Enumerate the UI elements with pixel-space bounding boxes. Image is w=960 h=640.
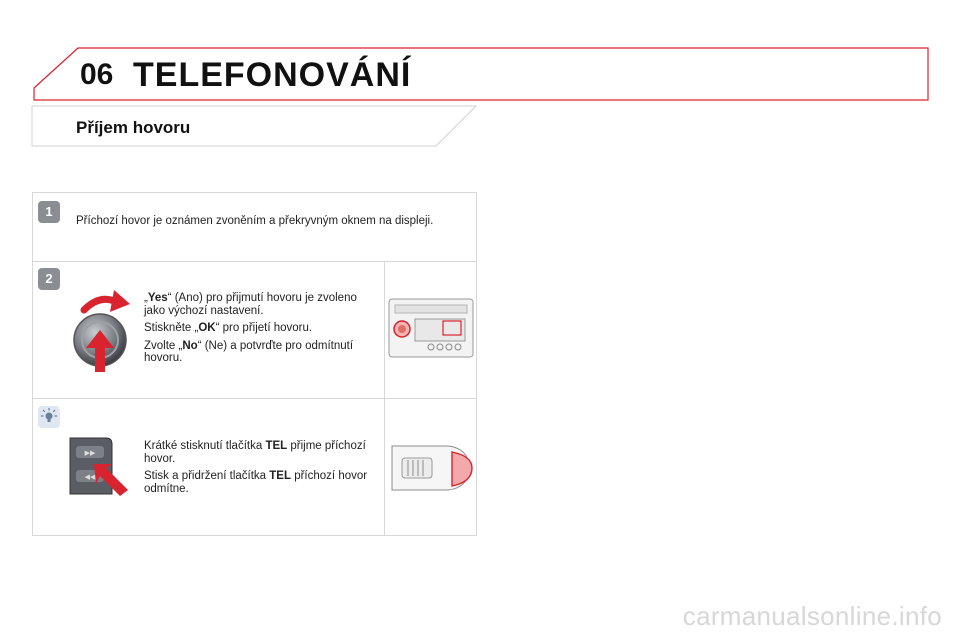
step-2-line-3: Zvolte „No“ (Ne) a potvrďte pro odmítnutí hovoru. [144,339,354,364]
step-3-line-2: Stisk a přidržení tlačítka TEL příchozí hovor odmítne. [144,470,368,495]
radio-unit-icon [387,295,475,361]
step-3-line-1: Krátké stisknutí tlačítka TEL přijme příchozí hovor. [144,440,366,465]
steering-controls-icon [66,434,130,500]
step-2-line-2: Stiskněte „OK“ pro přijetí hovoru. [144,322,313,334]
step-2-text [144,292,359,370]
section-title: Příjem hovoru [76,118,191,137]
light-bulb-icon [38,406,60,428]
step-3-text [144,440,369,500]
step-2-line-1: „Yes“ (Ano) pro přijmutí hovoru je zvoleno jako výchozí nastavení. [144,292,357,317]
step-badge-2: 2 [38,268,60,290]
svg-text:◀◀: ◀◀ [84,474,96,481]
watermark: carmanualsonline.info [682,601,942,631]
step-1-text: Příchozí hovor je oznámen zvoněním a překryvným oknem na displeji. [76,215,434,227]
step-badge-1: 1 [38,201,60,223]
rotary-knob-icon [70,288,140,378]
control-stalk-icon [388,438,474,498]
chapter-number: 06 [80,58,114,91]
chapter-title: TELEFONOVÁNÍ [133,56,412,94]
svg-text:▶▶: ▶▶ [84,450,96,457]
